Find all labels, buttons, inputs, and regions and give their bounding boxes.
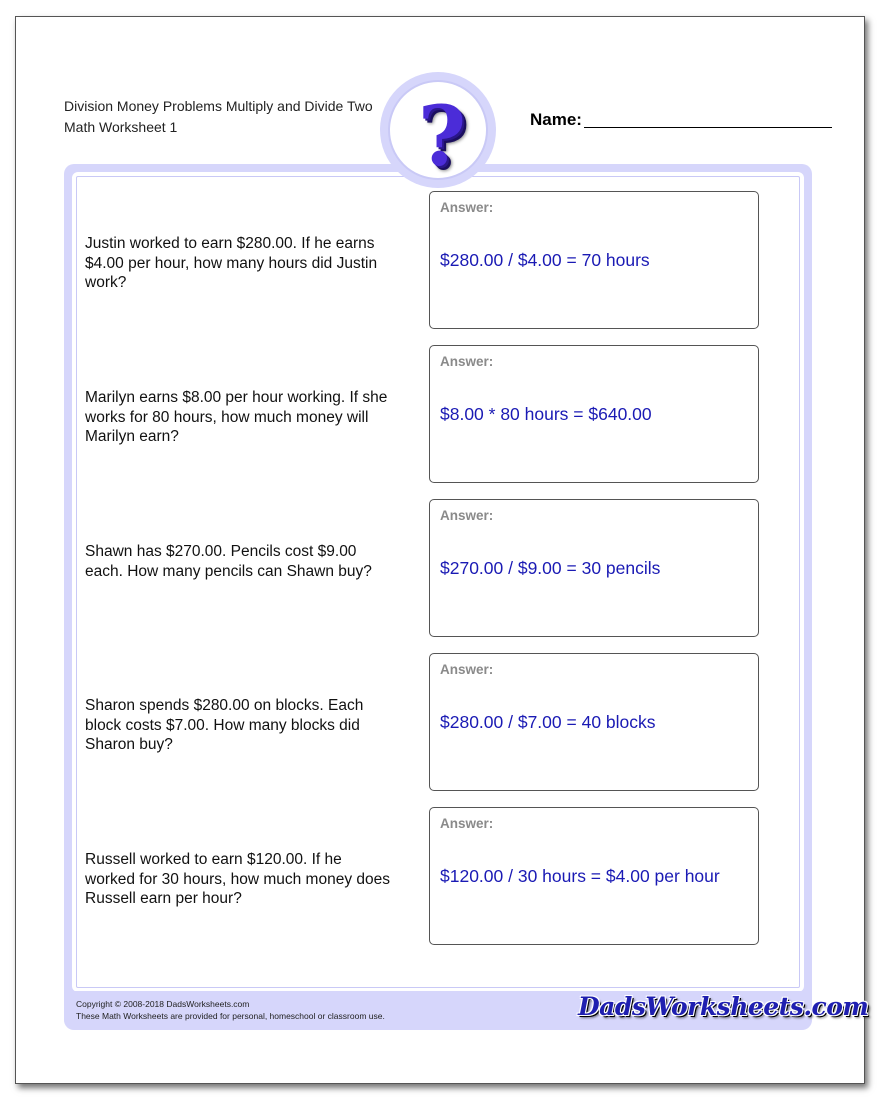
answer-label: Answer:: [440, 354, 494, 369]
name-field[interactable]: [530, 110, 832, 130]
name-underline[interactable]: [584, 127, 832, 128]
answer-label: Answer:: [440, 508, 494, 523]
copyright-text: Copyright © 2008-2018 DadsWorksheets.com: [76, 999, 250, 1009]
problem-2-answer-box[interactable]: [429, 345, 759, 483]
answer-label: Answer:: [440, 200, 494, 215]
problem-4-answer: $280.00 / $7.00 = 40 blocks: [440, 712, 656, 732]
question-mark-badge: [380, 72, 496, 188]
answer-label: Answer:: [440, 662, 494, 677]
problem-2-question: Marilyn earns $8.00 per hour working. If she works for 80 hours, how much money will Marilyn earn?: [85, 389, 388, 445]
footer-bar: [64, 991, 869, 1029]
problem-3-question: Shawn has $270.00. Pencils cost $9.00 each. How many pencils can Shawn buy?: [85, 543, 372, 580]
problem-1-answer-box[interactable]: [429, 191, 759, 329]
copyright-block: [76, 998, 385, 1022]
dadsworksheets-logo[interactable]: DadsWorksheets.com: [578, 992, 869, 1021]
problem-5-answer: $120.00 / 30 hours = $4.00 per hour: [440, 866, 720, 886]
problem-4-question: Sharon spends $280.00 on blocks. Each block costs $7.00. How many blocks did Sharon buy?: [85, 697, 364, 753]
problem-1-question: Justin worked to earn $280.00. If he earns $4.00 per hour, how many hours did Justin work?: [85, 235, 378, 291]
problem-5-answer-box[interactable]: [429, 807, 759, 945]
worksheet-title: Division Money Problems Multiply and Divide Two Math Worksheet 1: [64, 98, 373, 135]
problem-3-answer: $270.00 / $9.00 = 30 pencils: [440, 558, 661, 578]
badge-ring: [388, 80, 488, 185]
usage-notice: These Math Worksheets are provided for personal, homeschool or classroom use.: [76, 1011, 385, 1021]
name-label: Name:: [530, 110, 582, 129]
problem-5-question: Russell worked to earn $120.00. If he worked for 30 hours, how much money does Russell earn per hour?: [85, 851, 390, 907]
problem-3-answer-box[interactable]: [429, 499, 759, 637]
problem-4-answer-box[interactable]: [429, 653, 759, 791]
question-mark-icon: ?: [418, 89, 467, 185]
problem-1-answer: $280.00 / $4.00 = 70 hours: [440, 250, 650, 270]
problem-2-answer: $8.00 * 80 hours = $640.00: [440, 404, 652, 424]
answer-label: Answer:: [440, 816, 494, 831]
